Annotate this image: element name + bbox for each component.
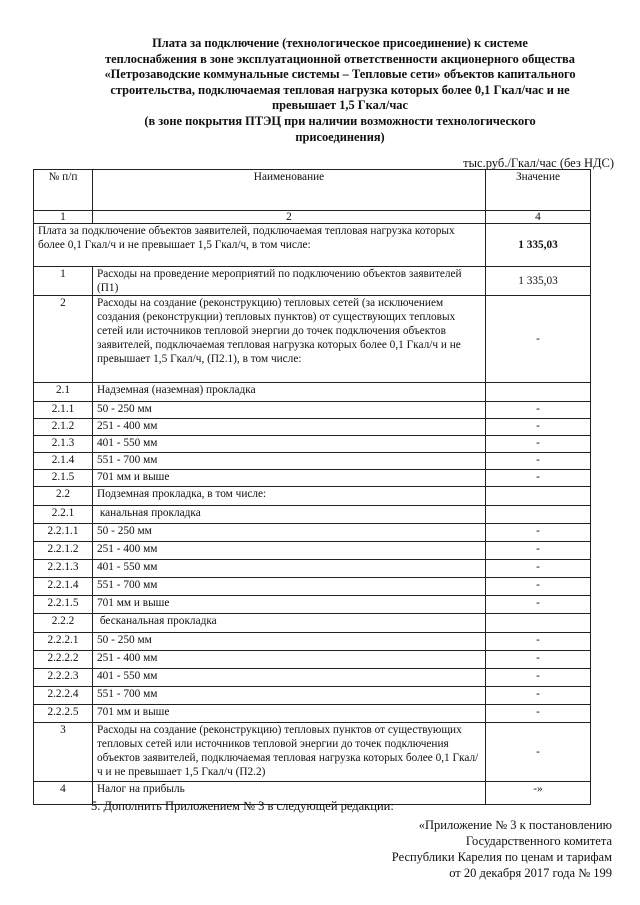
row-number: 2.1.2 — [34, 419, 93, 436]
table-row — [34, 687, 591, 705]
document-title — [60, 36, 620, 145]
row-value: -» — [486, 782, 591, 805]
table-rows — [34, 267, 591, 805]
total-name: Плата за подключение объектов заявителей, подключаемая тепловая нагрузка которых более 0,1 Гкал/ч и не превышает 1,5 Гкал/ч, в том числе: — [34, 224, 486, 267]
row-value — [486, 383, 591, 402]
title-line: Плата за подключение (технологическое присоединение) к системе — [152, 36, 528, 50]
row-name: 551 - 700 мм — [93, 578, 486, 596]
row-number: 2.2 — [34, 487, 93, 506]
row-name: 551 - 700 мм — [93, 453, 486, 470]
table-row — [34, 506, 591, 524]
row-number: 2.2.2.1 — [34, 633, 93, 651]
row-number: 2.1 — [34, 383, 93, 402]
row-name: 551 - 700 мм — [93, 687, 486, 705]
table-row — [34, 267, 591, 296]
table-row — [34, 651, 591, 669]
row-value: - — [486, 578, 591, 596]
total-row — [34, 224, 591, 267]
row-name: 50 - 250 мм — [93, 633, 486, 651]
row-value: - — [486, 633, 591, 651]
table-row — [34, 596, 591, 614]
row-name: Расходы на создание (реконструкцию) тепловых сетей (за исключением создания (реконструкции) тепловых пунктов) от существующих тепловых сетей или источников тепловой энергии до точек подключения объектов заявителей, подключаемая тепловая нагрузка которых более 0,1 Гкал/ч и не превышает 1,5 Гкал/ч, (П2.1), в том числе: — [93, 296, 486, 383]
annex-reference — [392, 817, 612, 881]
row-number: 2.1.5 — [34, 470, 93, 487]
column-numbers-row — [34, 211, 591, 224]
table-row — [34, 578, 591, 596]
row-name: Подземная прокладка, в том числе: — [93, 487, 486, 506]
row-number: 2.2.2.3 — [34, 669, 93, 687]
col-number: 4 — [486, 211, 591, 224]
table-header-row — [34, 170, 591, 211]
table-row — [34, 296, 591, 383]
table-row — [34, 723, 591, 782]
row-number: 2.2.2.5 — [34, 705, 93, 723]
row-value: - — [486, 524, 591, 542]
row-number: 2.2.2.2 — [34, 651, 93, 669]
row-value: 1 335,03 — [486, 267, 591, 296]
row-number: 2.2.1.3 — [34, 560, 93, 578]
row-number: 3 — [34, 723, 93, 782]
row-number: 2.2.2.4 — [34, 687, 93, 705]
table-row — [34, 419, 591, 436]
row-value: - — [486, 723, 591, 782]
table-row — [34, 487, 591, 506]
table-row — [34, 470, 591, 487]
title-line: строительства, подключаемая тепловая нагрузка которых более 0,1 Гкал/час и не — [110, 82, 570, 97]
row-number: 2.1.3 — [34, 436, 93, 453]
table-row — [34, 524, 591, 542]
table-row — [34, 705, 591, 723]
annex-line: «Приложение № 3 к постановлению — [418, 818, 612, 832]
row-name: канальная прокладка — [93, 506, 486, 524]
row-value: - — [486, 669, 591, 687]
row-name: 251 - 400 мм — [93, 419, 486, 436]
row-number: 2.2.1 — [34, 506, 93, 524]
row-number: 2.2.1.2 — [34, 542, 93, 560]
row-value: - — [486, 705, 591, 723]
row-number: 4 — [34, 782, 93, 805]
row-value: - — [486, 296, 591, 383]
row-number: 1 — [34, 267, 93, 296]
row-name: 251 - 400 мм — [93, 651, 486, 669]
row-value: - — [486, 542, 591, 560]
header-value: Значение — [486, 170, 591, 211]
row-value: - — [486, 651, 591, 669]
amendment-note: 5. Дополнить Приложением № 3 в следующей редакции: — [91, 799, 394, 813]
annex-line: от 20 декабря 2017 года № 199 — [449, 866, 612, 880]
row-name: 251 - 400 мм — [93, 542, 486, 560]
header-name: Наименование — [93, 170, 486, 211]
row-name: 401 - 550 мм — [93, 436, 486, 453]
tariff-table — [33, 169, 591, 805]
title-line: присоединения) — [295, 129, 385, 144]
title-line: превышает 1,5 Гкал/час — [271, 98, 409, 113]
row-value: - — [486, 687, 591, 705]
header-num: № п/п — [34, 170, 93, 211]
row-name: Расходы на проведение мероприятий по подключению объектов заявителей (П1) — [93, 267, 486, 296]
row-number: 2 — [34, 296, 93, 383]
table-row — [34, 560, 591, 578]
annex-line: Государственного комитета — [465, 834, 612, 848]
row-name: 701 мм и выше — [93, 705, 486, 723]
row-value: - — [486, 560, 591, 578]
table-row — [34, 669, 591, 687]
title-line: «Петрозаводские коммунальные системы – Тепловые сети» объектов капитального — [104, 67, 576, 82]
units-label: тыс.руб./Гкал/час (без НДС) — [463, 156, 614, 170]
row-name: Налог на прибыль — [93, 782, 486, 805]
annex-line: Республики Карелия по ценам и тарифам — [391, 850, 612, 864]
row-name: Расходы на создание (реконструкцию) тепловых пунктов от существующих тепловых сетей или источников тепловой энергии до точек подключения объектов заявителей, подключаемая тепловая нагрузка которых более 0,1 Гкал/ч и не превышает 1,5 Гкал/ч (П2.2) — [93, 723, 486, 782]
row-value — [486, 614, 591, 633]
col-number: 1 — [34, 211, 93, 224]
row-number: 2.1.4 — [34, 453, 93, 470]
row-value — [486, 487, 591, 506]
row-name: 50 - 250 мм — [93, 524, 486, 542]
row-name: Надземная (наземная) прокладка — [93, 383, 486, 402]
row-name: 701 мм и выше — [93, 470, 486, 487]
row-number: 2.1.1 — [34, 402, 93, 419]
row-value: - — [486, 470, 591, 487]
table-row — [34, 436, 591, 453]
row-value — [486, 506, 591, 524]
table-row — [34, 453, 591, 470]
row-name: 701 мм и выше — [93, 596, 486, 614]
row-number: 2.2.1.4 — [34, 578, 93, 596]
row-name: 50 - 250 мм — [93, 402, 486, 419]
row-value: - — [486, 419, 591, 436]
title-line: (в зоне покрытия ПТЭЦ при наличии возможности технологического — [144, 113, 536, 128]
row-name: бесканальная прокладка — [93, 614, 486, 633]
title-line: теплоснабжения в зоне эксплуатационной ответственности акционерного общества — [105, 51, 575, 66]
table-row — [34, 633, 591, 651]
row-value: - — [486, 453, 591, 470]
col-number: 2 — [93, 211, 486, 224]
row-number: 2.2.1.1 — [34, 524, 93, 542]
table-row — [34, 542, 591, 560]
row-number: 2.2.1.5 — [34, 596, 93, 614]
row-name: 401 - 550 мм — [93, 560, 486, 578]
table-row — [34, 614, 591, 633]
total-value: 1 335,03 — [486, 224, 591, 267]
row-value: - — [486, 596, 591, 614]
table-row — [34, 383, 591, 402]
table-row — [34, 402, 591, 419]
row-value: - — [486, 436, 591, 453]
row-number: 2.2.2 — [34, 614, 93, 633]
row-name: 401 - 550 мм — [93, 669, 486, 687]
row-value: - — [486, 402, 591, 419]
